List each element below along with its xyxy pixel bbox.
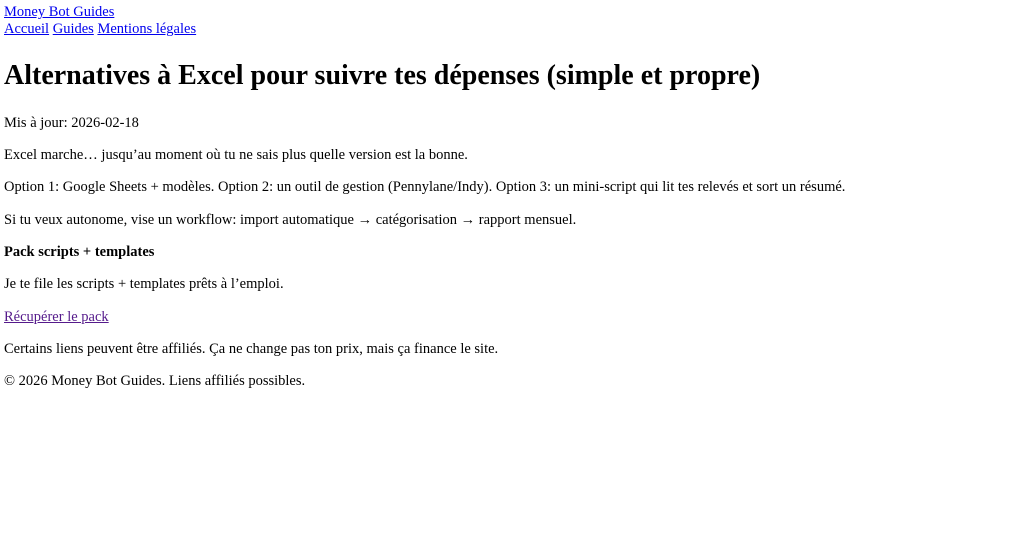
updated-date: Mis à jour: 2026-02-18 — [4, 115, 139, 131]
nav-link-accueil[interactable]: Accueil — [4, 21, 50, 37]
cta-heading: Pack scripts + templates — [4, 244, 155, 260]
main-nav — [4, 21, 1020, 38]
nav-link-mentions-legales[interactable]: Mentions légales — [97, 21, 197, 37]
cta-text: Je te file les scripts + templates prêts à l’emploi. — [4, 276, 284, 292]
brand-link[interactable]: Money Bot Guides — [4, 4, 115, 20]
nav-link-guides[interactable]: Guides — [52, 21, 94, 37]
paragraph-intro: Excel marche… jusqu’au moment où tu ne sais plus quelle version est la bonne. — [4, 147, 468, 163]
affiliate-disclaimer: Certains liens peuvent être affiliés. Ça ne change pas ton prix, mais ça finance le site. — [4, 341, 499, 357]
paragraph-options: Option 1: Google Sheets + modèles. Option 2: un outil de gestion (Pennylane/Indy). Option 3: un mini-script qui lit tes relevés et sort un résumé. — [4, 179, 846, 195]
cta-link-wrapper — [4, 309, 109, 326]
paragraph-workflow: Si tu veux autonome, vise un workflow: import automatique → catégorisation → rapport mensuel. — [4, 212, 577, 228]
site-header — [4, 4, 1020, 38]
footer-copyright: © 2026 Money Bot Guides. Liens affiliés possibles. — [4, 373, 306, 389]
get-pack-link[interactable]: Récupérer le pack — [4, 309, 109, 325]
page-title: Alternatives à Excel pour suivre tes dépenses (simple et propre) — [4, 60, 761, 91]
